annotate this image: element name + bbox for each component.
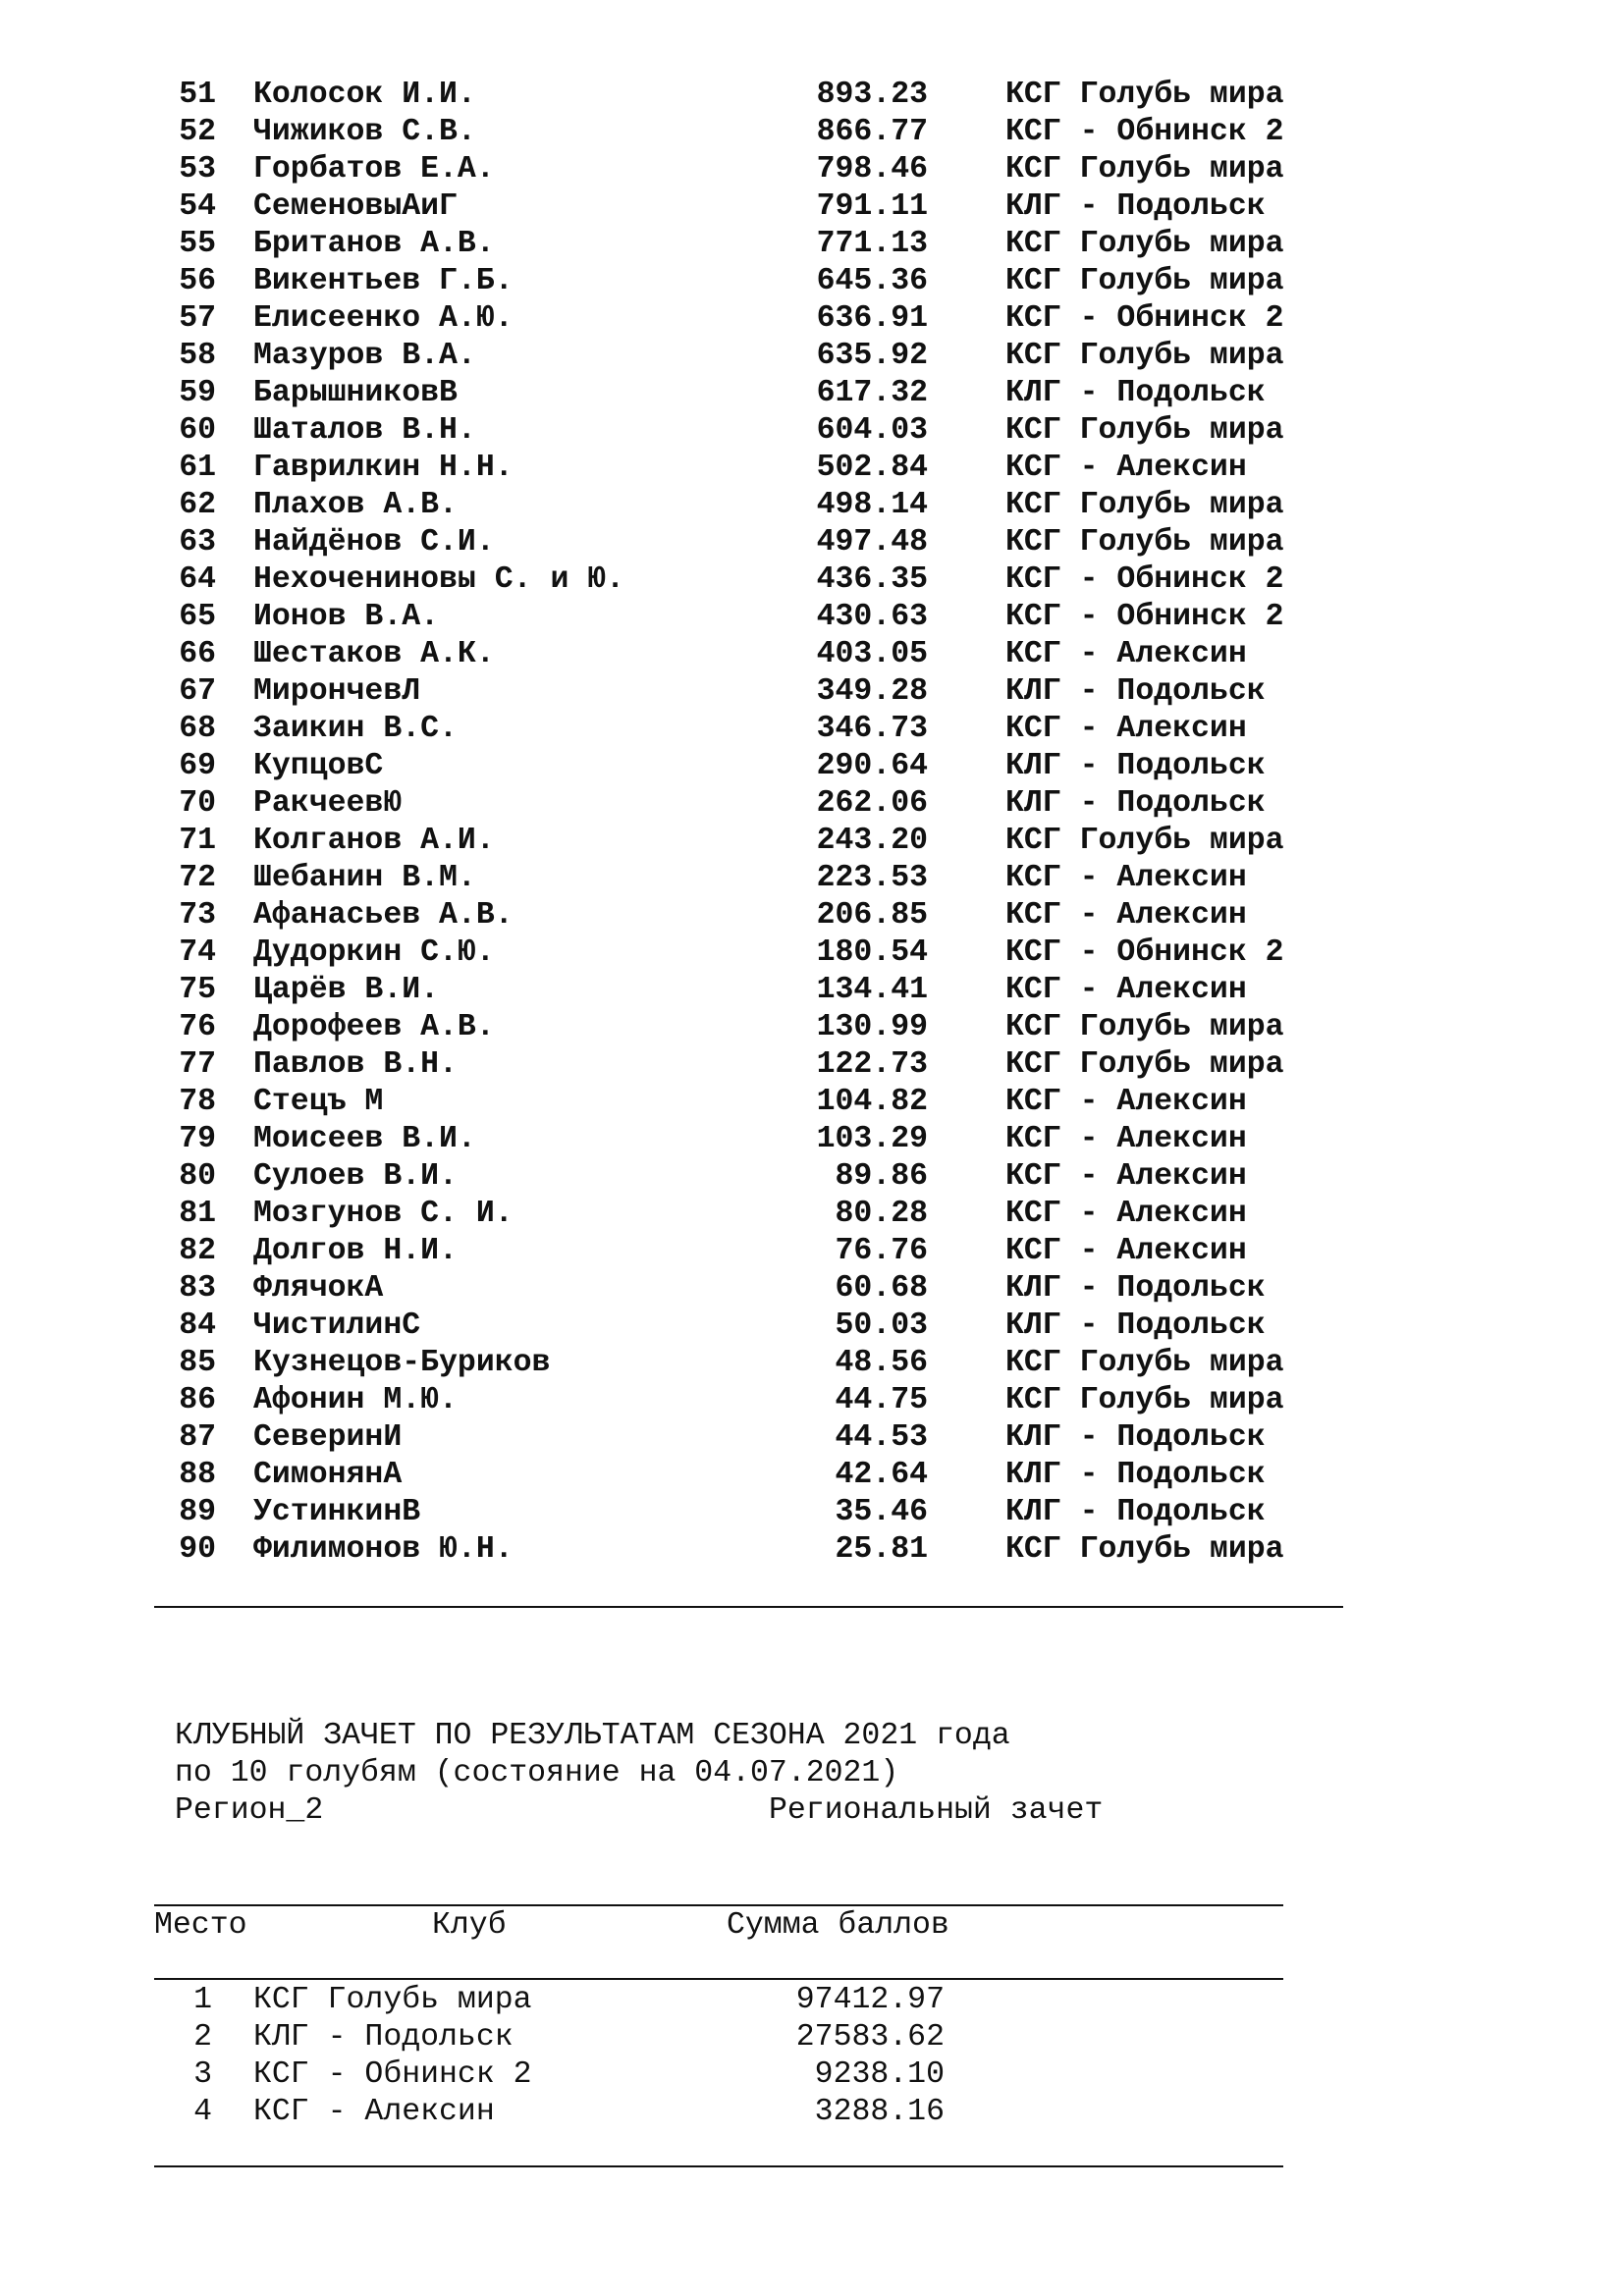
club-cell: КСГ - Алексин xyxy=(1005,712,1247,746)
club-place-cell: 2 xyxy=(193,2020,212,2055)
score-cell: 76.76 xyxy=(835,1234,928,1268)
ranking-row xyxy=(0,412,1624,450)
ranking-row xyxy=(0,748,1624,785)
score-cell: 617.32 xyxy=(816,376,928,410)
name-cell: Афонин М.Ю. xyxy=(253,1383,458,1417)
ranking-row xyxy=(0,375,1624,412)
score-cell: 35.46 xyxy=(835,1495,928,1529)
name-cell: Гаврилкин Н.Н. xyxy=(253,451,514,485)
score-cell: 498.14 xyxy=(816,488,928,522)
club-cell: КСГ Голубь мира xyxy=(1005,1532,1284,1567)
ranking-row xyxy=(0,1419,1624,1457)
club-cell: КСГ Голубь мира xyxy=(1005,824,1284,858)
score-cell: 798.46 xyxy=(816,152,928,187)
ranking-row xyxy=(0,1158,1624,1196)
name-cell: Дудоркин С.Ю. xyxy=(253,935,495,970)
name-cell: МирончевЛ xyxy=(253,674,421,709)
rank-cell: 64 xyxy=(179,562,216,597)
club-cell: КСГ Голубь мира xyxy=(1005,1047,1284,1082)
score-cell: 349.28 xyxy=(816,674,928,709)
score-cell: 130.99 xyxy=(816,1010,928,1044)
club-sum-cell: 97412.97 xyxy=(795,1983,945,2017)
club-cell: КСГ Голубь мира xyxy=(1005,1010,1284,1044)
rank-cell: 85 xyxy=(179,1346,216,1380)
header-sum: Сумма баллов xyxy=(727,1908,949,1943)
club-cell: КСГ Голубь мира xyxy=(1005,1346,1284,1380)
club-cell: КЛГ - Подольск xyxy=(1005,376,1266,410)
name-cell: Дорофеев А.В. xyxy=(253,1010,495,1044)
club-cell: КЛГ - Подольск xyxy=(1005,749,1266,783)
score-cell: 771.13 xyxy=(816,227,928,261)
name-cell: Кузнецов-Буриков xyxy=(253,1346,551,1380)
name-cell: Сулоев В.И. xyxy=(253,1159,458,1194)
ranking-row xyxy=(0,1382,1624,1419)
ranking-row xyxy=(0,188,1624,226)
rank-cell: 60 xyxy=(179,413,216,448)
ranking-row xyxy=(0,897,1624,934)
club-cell: КСГ Голубь мира xyxy=(1005,1383,1284,1417)
club-cell: КСГ - Алексин xyxy=(1005,451,1247,485)
club-cell: КСГ - Алексин xyxy=(1005,637,1247,671)
rank-cell: 70 xyxy=(179,786,216,821)
club-cell: КЛГ - Подольск xyxy=(1005,786,1266,821)
score-cell: 104.82 xyxy=(816,1085,928,1119)
club-cell: КЛГ - Подольск xyxy=(1005,674,1266,709)
ranking-row xyxy=(0,151,1624,188)
name-cell: Горбатов Е.А. xyxy=(253,152,495,187)
club-sum-cell: 9238.10 xyxy=(814,2057,945,2092)
ranking-row xyxy=(0,450,1624,487)
rank-cell: 82 xyxy=(179,1234,216,1268)
club-name-cell: КСГ - Обнинск 2 xyxy=(253,2057,532,2092)
name-cell: Стецъ М xyxy=(253,1085,384,1119)
score-cell: 893.23 xyxy=(816,78,928,112)
score-cell: 50.03 xyxy=(835,1308,928,1343)
ranking-row xyxy=(0,338,1624,375)
ranking-row xyxy=(0,524,1624,561)
ranking-row xyxy=(0,487,1624,524)
ranking-row xyxy=(0,1345,1624,1382)
ranking-row xyxy=(0,1457,1624,1494)
ranking-row xyxy=(0,711,1624,748)
rank-cell: 76 xyxy=(179,1010,216,1044)
club-cell: КСГ - Алексин xyxy=(1005,1085,1247,1119)
name-cell: Мозгунов С. И. xyxy=(253,1197,514,1231)
rank-cell: 75 xyxy=(179,973,216,1007)
score-cell: 497.48 xyxy=(816,525,928,560)
rank-cell: 52 xyxy=(179,115,216,149)
club-cell: КСГ Голубь мира xyxy=(1005,525,1284,560)
ranking-row xyxy=(0,1121,1624,1158)
rank-cell: 80 xyxy=(179,1159,216,1194)
name-cell: Нехочениновы С. и Ю. xyxy=(253,562,625,597)
ranking-row xyxy=(0,785,1624,823)
score-cell: 436.35 xyxy=(816,562,928,597)
rank-cell: 68 xyxy=(179,712,216,746)
name-cell: Долгов Н.И. xyxy=(253,1234,458,1268)
name-cell: Найдёнов С.И. xyxy=(253,525,495,560)
club-cell: КСГ Голубь мира xyxy=(1005,339,1284,373)
club-name-cell: КЛГ - Подольск xyxy=(253,2020,514,2055)
club-cell: КСГ - Алексин xyxy=(1005,1159,1247,1194)
score-cell: 430.63 xyxy=(816,600,928,634)
rank-cell: 89 xyxy=(179,1495,216,1529)
score-cell: 645.36 xyxy=(816,264,928,298)
rank-cell: 51 xyxy=(179,78,216,112)
ranking-row xyxy=(0,561,1624,599)
name-cell: УстинкинВ xyxy=(253,1495,421,1529)
score-cell: 346.73 xyxy=(816,712,928,746)
name-cell: ЧистилинС xyxy=(253,1308,421,1343)
club-cell: КСГ Голубь мира xyxy=(1005,413,1284,448)
name-cell: Викентьев Г.Б. xyxy=(253,264,514,298)
ranking-row xyxy=(0,673,1624,711)
rank-cell: 56 xyxy=(179,264,216,298)
rank-cell: 81 xyxy=(179,1197,216,1231)
club-cell: КСГ - Алексин xyxy=(1005,973,1247,1007)
ranking-row xyxy=(0,263,1624,300)
club-cell: КСГ - Алексин xyxy=(1005,1234,1247,1268)
ranking-row xyxy=(0,1196,1624,1233)
score-cell: 44.53 xyxy=(835,1420,928,1455)
club-cell: КЛГ - Подольск xyxy=(1005,1420,1266,1455)
rank-cell: 78 xyxy=(179,1085,216,1119)
club-cell: КСГ Голубь мира xyxy=(1005,78,1284,112)
club-cell: КЛГ - Подольск xyxy=(1005,1495,1266,1529)
club-row xyxy=(0,1982,1624,2019)
score-cell: 48.56 xyxy=(835,1346,928,1380)
ranking-row xyxy=(0,114,1624,151)
header-club: Клуб xyxy=(432,1908,507,1943)
name-cell: Заикин В.С. xyxy=(253,712,458,746)
rank-cell: 54 xyxy=(179,189,216,224)
rank-cell: 86 xyxy=(179,1383,216,1417)
rank-cell: 66 xyxy=(179,637,216,671)
name-cell: Шебанин В.М. xyxy=(253,861,476,895)
ranking-row xyxy=(0,300,1624,338)
name-cell: Елисеенко А.Ю. xyxy=(253,301,514,336)
rank-cell: 58 xyxy=(179,339,216,373)
club-table-bottom-rule xyxy=(154,2165,1283,2167)
score-cell: 103.29 xyxy=(816,1122,928,1156)
ranking-row xyxy=(0,860,1624,897)
score-cell: 44.75 xyxy=(835,1383,928,1417)
ranking-row xyxy=(0,636,1624,673)
name-cell: Чижиков С.В. xyxy=(253,115,476,149)
score-cell: 42.64 xyxy=(835,1458,928,1492)
region-label: Регион_2 xyxy=(175,1793,324,1828)
rank-cell: 88 xyxy=(179,1458,216,1492)
club-row xyxy=(0,2019,1624,2056)
club-cell: КСГ - Обнинск 2 xyxy=(1005,301,1284,336)
ranking-row xyxy=(0,77,1624,114)
name-cell: СеверинИ xyxy=(253,1420,403,1455)
name-cell: Шаталов В.Н. xyxy=(253,413,476,448)
name-cell: СеменовыАиГ xyxy=(253,189,458,224)
rank-cell: 67 xyxy=(179,674,216,709)
club-cell: КЛГ - Подольск xyxy=(1005,189,1266,224)
score-cell: 604.03 xyxy=(816,413,928,448)
score-cell: 206.85 xyxy=(816,898,928,933)
club-cell: КЛГ - Подольск xyxy=(1005,1458,1266,1492)
rank-cell: 53 xyxy=(179,152,216,187)
club-table-top-rule xyxy=(154,1904,1283,1906)
header-place: Место xyxy=(154,1908,247,1943)
name-cell: Мазуров В.А. xyxy=(253,339,476,373)
ranking-row xyxy=(0,1531,1624,1569)
club-cell: КСГ - Алексин xyxy=(1005,898,1247,933)
score-cell: 134.41 xyxy=(816,973,928,1007)
rank-cell: 63 xyxy=(179,525,216,560)
score-cell: 89.86 xyxy=(835,1159,928,1194)
score-cell: 502.84 xyxy=(816,451,928,485)
club-cell: КСГ - Обнинск 2 xyxy=(1005,935,1284,970)
club-sum-cell: 27583.62 xyxy=(795,2020,945,2055)
rank-cell: 83 xyxy=(179,1271,216,1306)
club-cell: КЛГ - Подольск xyxy=(1005,1308,1266,1343)
name-cell: Павлов В.Н. xyxy=(253,1047,458,1082)
club-title-line1: КЛУБНЫЙ ЗАЧЕТ ПО РЕЗУЛЬТАТАМ СЕЗОНА 2021 года xyxy=(175,1719,1010,1753)
name-cell: Британов А.В. xyxy=(253,227,495,261)
name-cell: Шестаков А.К. xyxy=(253,637,495,671)
score-cell: 243.20 xyxy=(816,824,928,858)
score-cell: 80.28 xyxy=(835,1197,928,1231)
rank-cell: 71 xyxy=(179,824,216,858)
ranking-row xyxy=(0,599,1624,636)
ranking-row xyxy=(0,1270,1624,1308)
ranking-row xyxy=(0,934,1624,972)
rank-cell: 69 xyxy=(179,749,216,783)
rank-cell: 59 xyxy=(179,376,216,410)
club-name-cell: КСГ Голубь мира xyxy=(253,1983,532,2017)
rank-cell: 55 xyxy=(179,227,216,261)
score-cell: 866.77 xyxy=(816,115,928,149)
rank-cell: 74 xyxy=(179,935,216,970)
score-cell: 290.64 xyxy=(816,749,928,783)
ranking-row xyxy=(0,1233,1624,1270)
club-cell: КСГ Голубь мира xyxy=(1005,264,1284,298)
name-cell: ФлячокА xyxy=(253,1271,384,1306)
name-cell: СимонянА xyxy=(253,1458,403,1492)
club-cell: КСГ Голубь мира xyxy=(1005,488,1284,522)
name-cell: Моисеев В.И. xyxy=(253,1122,476,1156)
club-cell: КСГ - Алексин xyxy=(1005,1122,1247,1156)
score-cell: 122.73 xyxy=(816,1047,928,1082)
rank-cell: 57 xyxy=(179,301,216,336)
ranking-row xyxy=(0,1046,1624,1084)
score-cell: 25.81 xyxy=(835,1532,928,1567)
name-cell: Царёв В.И. xyxy=(253,973,440,1007)
club-cell: КСГ - Обнинск 2 xyxy=(1005,115,1284,149)
score-cell: 635.92 xyxy=(816,339,928,373)
club-name-cell: КСГ - Алексин xyxy=(253,2095,495,2129)
rank-cell: 77 xyxy=(179,1047,216,1082)
club-place-cell: 3 xyxy=(193,2057,212,2092)
name-cell: Колосок И.И. xyxy=(253,78,476,112)
ranking-bottom-rule xyxy=(154,1606,1343,1608)
ranking-row xyxy=(0,823,1624,860)
club-cell: КСГ Голубь мира xyxy=(1005,152,1284,187)
rank-cell: 90 xyxy=(179,1532,216,1567)
score-cell: 403.05 xyxy=(816,637,928,671)
name-cell: КупцовС xyxy=(253,749,384,783)
ranking-row xyxy=(0,1308,1624,1345)
name-cell: БарышниковВ xyxy=(253,376,458,410)
ranking-row xyxy=(0,1494,1624,1531)
ranking-row xyxy=(0,972,1624,1009)
club-cell: КСГ - Обнинск 2 xyxy=(1005,562,1284,597)
club-cell: КСГ Голубь мира xyxy=(1005,227,1284,261)
club-row xyxy=(0,2094,1624,2131)
rank-cell: 79 xyxy=(179,1122,216,1156)
club-title-line2: по 10 голубям (состояние на 04.07.2021) xyxy=(175,1756,899,1790)
score-cell: 636.91 xyxy=(816,301,928,336)
rank-cell: 73 xyxy=(179,898,216,933)
name-cell: Колганов А.И. xyxy=(253,824,495,858)
rank-cell: 65 xyxy=(179,600,216,634)
club-place-cell: 1 xyxy=(193,1983,212,2017)
club-cell: КСГ - Алексин xyxy=(1005,1197,1247,1231)
rank-cell: 72 xyxy=(179,861,216,895)
rank-cell: 62 xyxy=(179,488,216,522)
club-table-header-rule xyxy=(154,1978,1283,1980)
rank-cell: 84 xyxy=(179,1308,216,1343)
name-cell: Афанасьев А.В. xyxy=(253,898,514,933)
club-place-cell: 4 xyxy=(193,2095,212,2129)
name-cell: Филимонов Ю.Н. xyxy=(253,1532,514,1567)
scope-label: Региональный зачет xyxy=(769,1793,1104,1828)
score-cell: 180.54 xyxy=(816,935,928,970)
ranking-row xyxy=(0,1009,1624,1046)
club-sum-cell: 3288.16 xyxy=(814,2095,945,2129)
club-cell: КСГ - Алексин xyxy=(1005,861,1247,895)
club-cell: КЛГ - Подольск xyxy=(1005,1271,1266,1306)
rank-cell: 87 xyxy=(179,1420,216,1455)
club-row xyxy=(0,2056,1624,2094)
score-cell: 262.06 xyxy=(816,786,928,821)
ranking-row xyxy=(0,1084,1624,1121)
score-cell: 223.53 xyxy=(816,861,928,895)
ranking-row xyxy=(0,226,1624,263)
name-cell: Плахов А.В. xyxy=(253,488,458,522)
name-cell: РакчеевЮ xyxy=(253,786,403,821)
score-cell: 60.68 xyxy=(835,1271,928,1306)
rank-cell: 61 xyxy=(179,451,216,485)
score-cell: 791.11 xyxy=(816,189,928,224)
name-cell: Ионов В.А. xyxy=(253,600,440,634)
club-cell: КСГ - Обнинск 2 xyxy=(1005,600,1284,634)
